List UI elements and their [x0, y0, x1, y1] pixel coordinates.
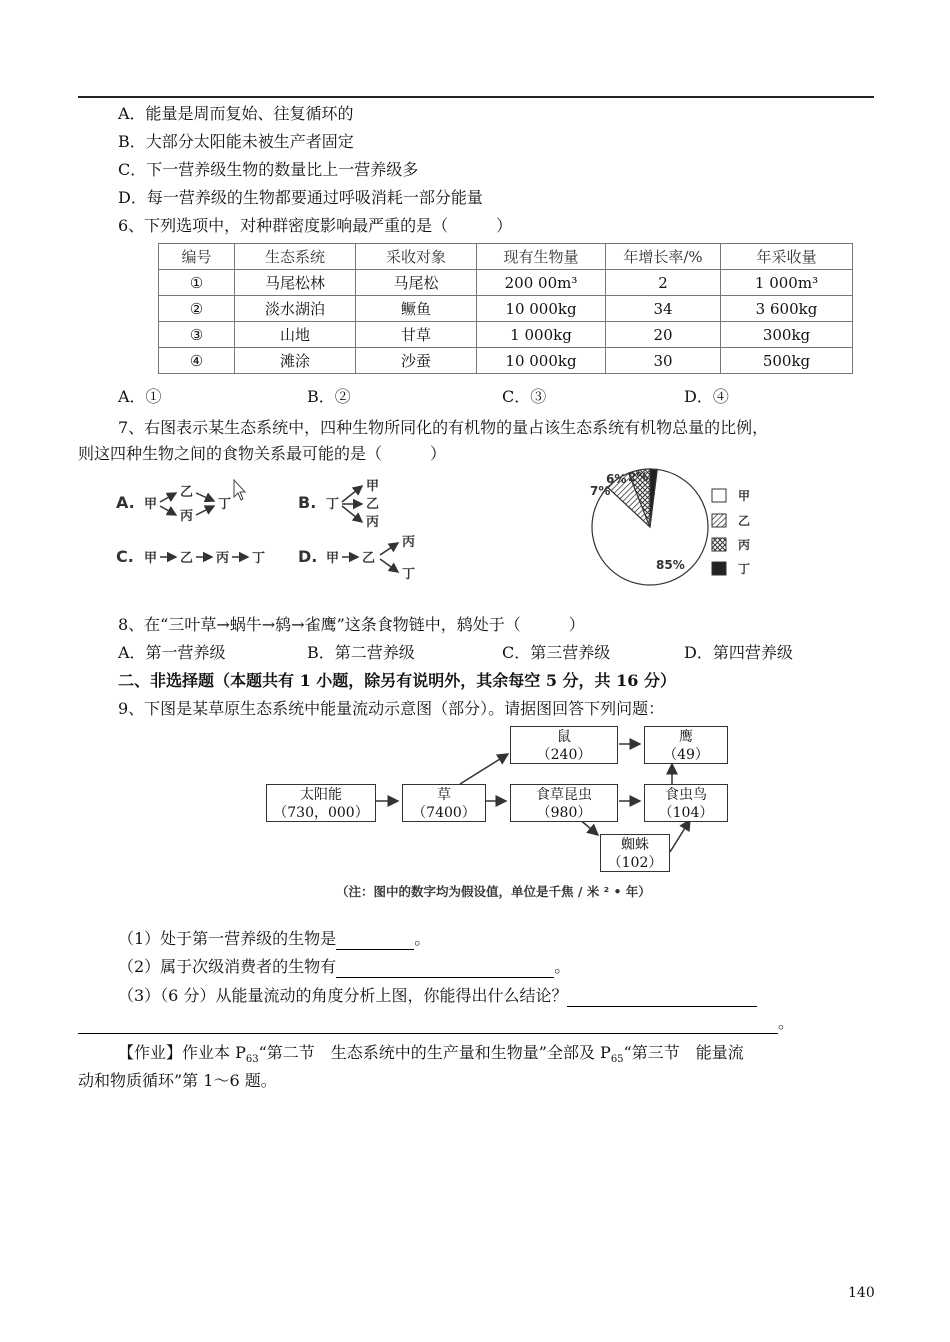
q9-sub3-line2 — [78, 1012, 794, 1034]
food-web-d-ding: 丁 — [402, 567, 416, 582]
food-web-a-bing: 丙 — [180, 509, 194, 524]
legend-label-ding: 丁 — [738, 562, 751, 576]
table-cell: 3 600kg — [721, 296, 853, 322]
node-insect-value: （980） — [536, 805, 592, 821]
table-header: 生态系统 — [235, 244, 356, 270]
node-mouse-name: 鼠 — [557, 729, 571, 745]
q5-option-b: B．大部分太阳能未被生产者固定 — [118, 132, 354, 151]
q7-stem-line1: 7、右图表示某生态系统中，四种生物所同化的有机物的量占该生态系统有机物总量的比例， — [118, 418, 769, 437]
diagram-note: （注：图中的数字均为假设值，单位是千焦 / 米 ² • 年） — [336, 884, 651, 899]
section-2-heading: 二、非选择题（本题共有 1 小题，除另有说明外，其余每空 5 分，共 16 分） — [118, 671, 676, 690]
answer-blank-3a[interactable] — [567, 990, 757, 1007]
table-row — [159, 270, 853, 296]
food-web-options — [110, 470, 450, 590]
q9-stem: 9、下图是某草原生态系统中能量流动示意图（部分）。请据图回答下列问题： — [118, 699, 665, 718]
node-insect — [510, 784, 618, 822]
homework-line1 — [118, 1042, 744, 1071]
page-number: 140 — [848, 1285, 875, 1301]
option-b-letter: B. — [298, 493, 317, 512]
table-cell: ① — [159, 270, 235, 296]
table-row — [159, 296, 853, 322]
food-web-c-bing: 丙 — [216, 551, 230, 566]
q7-stem-line2: 则这四种生物之间的食物关系最可能的是（ ） — [78, 444, 447, 463]
table-header: 采收对象 — [356, 244, 477, 270]
table-cell: 200 00m³ — [477, 270, 606, 296]
node-bird — [644, 784, 728, 822]
table-cell: 马尾松 — [356, 270, 477, 296]
legend-label-yi: 乙 — [738, 514, 751, 528]
food-web-c-yi: 乙 — [180, 551, 194, 566]
pie-label-ding: 2% — [628, 470, 649, 484]
node-grass — [402, 784, 486, 822]
table-header: 现有生物量 — [477, 244, 606, 270]
food-web-c-jia: 甲 — [144, 551, 158, 566]
table-row — [159, 348, 853, 374]
food-web-b-jia: 甲 — [366, 479, 380, 494]
node-sun-name: 太阳能 — [300, 787, 342, 803]
table-cell: ③ — [159, 322, 235, 348]
node-insect-name: 食草昆虫 — [536, 787, 592, 803]
legend-swatch-bing — [712, 538, 726, 551]
node-hawk-name: 鹰 — [679, 729, 693, 745]
homework-page-2: 65 — [610, 1054, 624, 1066]
q8-option-c: C．第三营养级 — [502, 643, 611, 662]
food-web-d-jia: 甲 — [326, 551, 340, 566]
table-cell: 沙蚕 — [356, 348, 477, 374]
q6-stem: 6、下列选项中，对种群密度影响最严重的是（ ） — [118, 216, 513, 235]
q8-option-d: D．第四营养级 — [684, 643, 793, 662]
q8-option-a: A．第一营养级 — [118, 643, 226, 662]
food-web-b-bing: 丙 — [366, 515, 380, 530]
top-rule — [78, 96, 874, 98]
q9-sub2-text: （2）属于次级消费者的生物有 — [118, 957, 337, 976]
table-cell: 10 000kg — [477, 296, 606, 322]
food-web-d-yi: 乙 — [362, 551, 376, 566]
q6-option-a: A．① — [118, 387, 162, 406]
option-a-letter: A. — [116, 493, 135, 512]
food-web-d-bing: 丙 — [402, 535, 416, 550]
table-cell: 山地 — [235, 322, 356, 348]
answer-blank-1[interactable] — [336, 933, 414, 950]
node-spider — [600, 834, 670, 872]
table-cell: 滩涂 — [235, 348, 356, 374]
table-cell: 2 — [606, 270, 721, 296]
answer-blank-2[interactable] — [336, 961, 554, 978]
table-cell: 34 — [606, 296, 721, 322]
node-sun — [266, 784, 376, 822]
table-cell: 30 — [606, 348, 721, 374]
node-grass-value: （7400） — [412, 805, 476, 821]
q5-option-c: C．下一营养级生物的数量比上一营养级多 — [118, 160, 419, 179]
table-header: 年增长率/% — [606, 244, 721, 270]
node-sun-value: （730，000） — [273, 805, 369, 821]
food-web-a-jia: 甲 — [144, 497, 158, 512]
option-c-letter: C. — [116, 547, 134, 566]
pie-label-yi: 7% — [590, 484, 611, 498]
node-bird-value: （104） — [658, 805, 714, 821]
table-cell: 300kg — [721, 322, 853, 348]
node-bird-name: 食虫鸟 — [665, 787, 707, 803]
table-cell: 1 000m³ — [721, 270, 853, 296]
q9-sub1-end: 。 — [414, 929, 431, 948]
q6-option-b: B．② — [307, 387, 351, 406]
table-cell: 鳜鱼 — [356, 296, 477, 322]
q9-sub2-end: 。 — [554, 957, 571, 976]
q9-sub3 — [118, 985, 757, 1007]
q7-pie-chart — [540, 465, 780, 595]
table-header: 编号 — [159, 244, 235, 270]
table-row — [159, 322, 853, 348]
table-cell: 10 000kg — [477, 348, 606, 374]
homework-text-a: 【作业】作业本 P — [118, 1043, 246, 1062]
table-cell: 淡水湖泊 — [235, 296, 356, 322]
q9-sub3-end: 。 — [778, 1013, 795, 1032]
food-web-a-yi: 乙 — [180, 485, 194, 500]
food-web-b-yi: 乙 — [366, 497, 380, 512]
table-cell: 马尾松林 — [235, 270, 356, 296]
food-web-c-ding: 丁 — [252, 551, 266, 566]
table-cell: 1 000kg — [477, 322, 606, 348]
table-cell: ② — [159, 296, 235, 322]
answer-blank-3b[interactable] — [78, 1017, 778, 1034]
pie-label-jia: 85% — [656, 558, 685, 572]
q6-table — [158, 243, 853, 374]
legend-label-jia: 甲 — [738, 489, 751, 503]
legend-swatch-yi — [712, 514, 726, 527]
table-header: 年采收量 — [721, 244, 853, 270]
q9-sub2 — [118, 956, 570, 978]
cursor-icon — [234, 480, 245, 500]
table-header-row — [159, 244, 853, 270]
table-cell: 500kg — [721, 348, 853, 374]
homework-line2: 动和物质循环”第 1～6 题。 — [78, 1071, 277, 1090]
table-cell: 20 — [606, 322, 721, 348]
node-spider-value: （102） — [607, 855, 663, 871]
q8-stem: 8、在“三叶草→蜗牛→鸫→雀鹰”这条食物链中，鸫处于（ ） — [118, 615, 585, 634]
food-web-b-ding: 丁 — [326, 497, 340, 512]
node-hawk-value: （49） — [663, 747, 709, 763]
node-hawk — [644, 726, 728, 764]
legend-swatch-jia — [712, 489, 726, 502]
q9-sub1-text: （1）处于第一营养级的生物是 — [118, 929, 337, 948]
homework-text-c: “第三节 能量流 — [623, 1043, 744, 1062]
q9-sub1 — [118, 928, 430, 950]
homework-text-b: “第二节 生态系统中的生产量和生物量”全部及 P — [258, 1043, 611, 1062]
food-web-a-ding: 丁 — [218, 497, 232, 512]
table-cell: ④ — [159, 348, 235, 374]
q5-option-d: D．每一营养级的生物都要通过呼吸消耗一部分能量 — [118, 188, 483, 207]
pie-label-bing: 6% — [606, 472, 627, 486]
node-mouse — [510, 726, 618, 764]
legend-swatch-ding — [712, 562, 726, 575]
node-spider-name: 蜘蛛 — [621, 837, 649, 853]
q6-option-c: C．③ — [502, 387, 547, 406]
option-d-letter: D. — [298, 547, 318, 566]
q5-option-a: A．能量是周而复始、往复循环的 — [118, 104, 354, 123]
node-mouse-value: （240） — [536, 747, 592, 763]
q9-sub3-text: （3）（6 分）从能量流动的角度分析上图，你能得出什么结论？ — [118, 986, 568, 1005]
node-grass-name: 草 — [437, 787, 451, 803]
q6-option-d: D．④ — [684, 387, 729, 406]
homework-page-1: 63 — [245, 1054, 259, 1066]
legend-label-bing: 丙 — [738, 538, 751, 552]
table-cell: 甘草 — [356, 322, 477, 348]
q8-option-b: B．第二营养级 — [307, 643, 415, 662]
